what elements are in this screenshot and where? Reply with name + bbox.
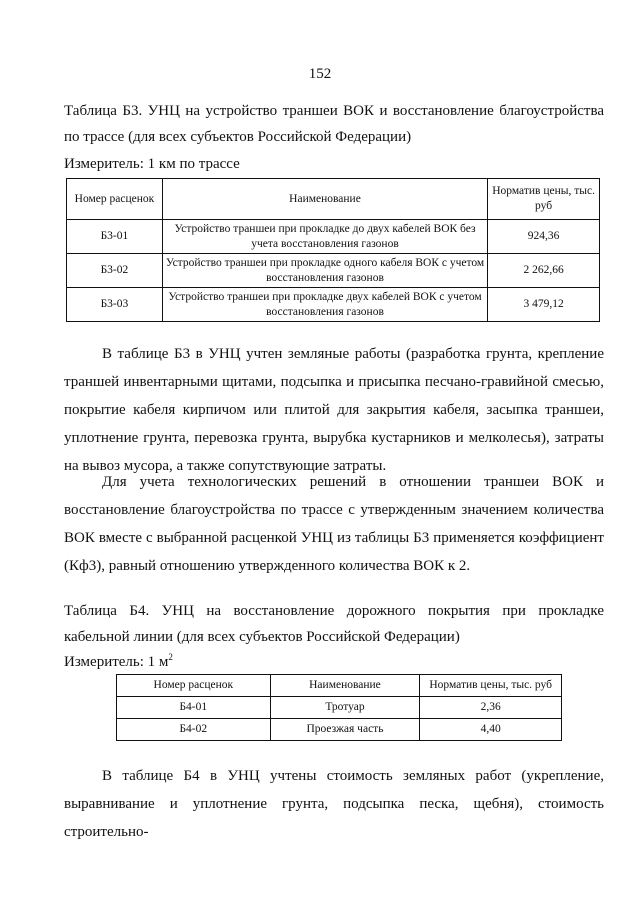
table-cell-name: Устройство траншеи при прокладке одного кабеля ВОК с учетом восстановления газонов (162, 254, 487, 288)
table-row (67, 254, 600, 288)
paragraph-b4-works: В таблице Б4 в УНЦ учтены стоимость земляных работ (укрепление, выравнивание и уплотнение грунта, подсыпка песка, щебня), стоимость строительно- (64, 768, 604, 840)
table-b4-unit (64, 652, 173, 671)
table-cell-price: 924,36 (488, 220, 600, 254)
table-header-row (67, 179, 600, 220)
table-b3 (66, 178, 600, 322)
table-row (67, 288, 600, 322)
table-header-row (117, 675, 562, 697)
table-b3-unit: Измеритель: 1 км по трассе (64, 156, 240, 172)
table-row (67, 220, 600, 254)
column-header: Наименование (162, 179, 487, 220)
table-cell-name: Устройство траншеи при прокладке до двух кабелей ВОК без учета восстановления газонов (162, 220, 487, 254)
column-header: Норматив цены, тыс. руб (488, 179, 600, 220)
table-row (117, 697, 562, 719)
table-cell-price: 4,40 (420, 719, 562, 741)
table-b4-caption: Таблица Б4. УНЦ на восстановление дорожного покрытия при прокладке кабельной линии (для всех субъектов Российской Федерации) (64, 603, 604, 645)
table-cell-code: Б3-02 (67, 254, 163, 288)
paragraph-b3-works: В таблице Б3 в УНЦ учтен земляные работы (разработка грунта, крепление траншей инвентарными щитами, подсыпка и присыпка песчано-гравийной смесью, покрытие кабеля кирпичом или плитой для закрытия кабеля, засыпка траншеи, уплотнение грунта, перевозка грунта, вырубка кустарников и мелколесья), затраты на вывоз мусора, а также сопутствующие затраты. (64, 346, 604, 474)
table-cell-code: Б4-01 (117, 697, 271, 719)
table-cell-name: Устройство траншеи при прокладке двух кабелей ВОК с учетом восстановления газонов (162, 288, 487, 322)
column-header: Норматив цены, тыс. руб (420, 675, 562, 697)
table-row (117, 719, 562, 741)
table-cell-name: Проезжая часть (270, 719, 420, 741)
column-header: Номер расценок (117, 675, 271, 697)
unit-text: Измеритель: 1 м (64, 654, 169, 670)
table-cell-price: 3 479,12 (488, 288, 600, 322)
page-number: 152 (308, 66, 332, 82)
column-header: Номер расценок (67, 179, 163, 220)
table-cell-price: 2,36 (420, 697, 562, 719)
table-cell-price: 2 262,66 (488, 254, 600, 288)
unit-superscript: 2 (168, 652, 173, 662)
table-cell-code: Б3-03 (67, 288, 163, 322)
table-b4 (116, 674, 562, 741)
table-cell-code: Б4-02 (117, 719, 271, 741)
table-b3-caption: Таблица Б3. УНЦ на устройство траншеи ВОК и восстановление благоустройства по трассе (для всех субъектов Российской Федерации) (64, 103, 604, 145)
paragraph-b3-coefficient: Для учета технологических решений в отношении траншеи ВОК и восстановление благоустройства по трассе с утвержденным значением количества ВОК вместе с выбранной расценкой УНЦ из таблицы Б3 применяется коэффициент (Кф3), равный отношению утвержденного количества ВОК к 2. (64, 474, 604, 574)
column-header: Наименование (270, 675, 420, 697)
table-cell-code: Б3-01 (67, 220, 163, 254)
table-cell-name: Тротуар (270, 697, 420, 719)
